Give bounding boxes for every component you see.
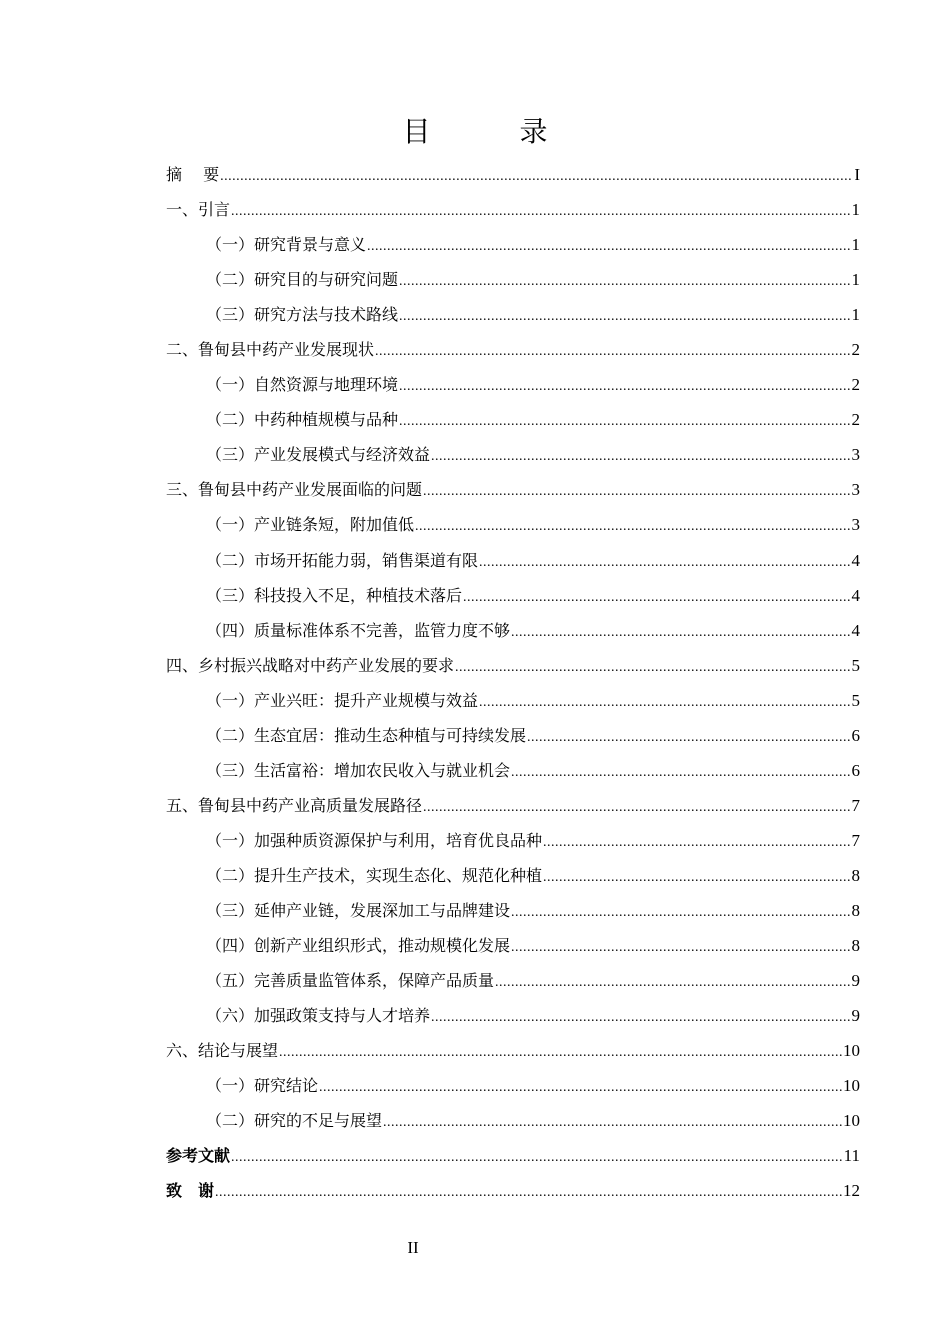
toc-dot-leader	[367, 229, 850, 264]
toc-entry-label: （三）延伸产业链，发展深加工与品牌建设	[206, 900, 511, 920]
toc-entry[interactable]	[166, 1033, 860, 1068]
toc-entry-page-number: 1	[851, 270, 860, 290]
toc-dot-leader	[319, 1070, 842, 1105]
toc-dot-leader	[279, 1035, 842, 1070]
toc-dot-leader	[231, 1140, 843, 1175]
toc-dot-leader	[375, 334, 850, 369]
toc-entry-page-number: 3	[851, 515, 860, 535]
toc-entry-page-number: 5	[851, 690, 860, 710]
toc-entry[interactable]	[166, 998, 860, 1033]
toc-entry-page-number: 2	[851, 340, 860, 360]
toc-entry[interactable]	[166, 858, 860, 893]
toc-dot-leader	[423, 474, 850, 509]
toc-entry[interactable]	[166, 1103, 860, 1138]
toc-entry-page-number: 11	[843, 1146, 860, 1166]
toc-entry-label: 三、鲁甸县中药产业发展面临的问题	[166, 480, 423, 500]
toc-entry-page-number: 7	[851, 795, 860, 815]
toc-entry-label: （四）质量标准体系不完善，监管力度不够	[206, 620, 511, 640]
toc-dot-leader	[511, 930, 850, 965]
toc-entry-label: （三）产业发展模式与经济效益	[206, 445, 431, 465]
toc-entry-page-number: 9	[851, 1006, 860, 1026]
toc-entry-label: （二）中药种植规模与品种	[206, 410, 399, 430]
toc-entry-page-number: 6	[851, 760, 860, 780]
toc-entry-page-number: 4	[851, 585, 860, 605]
toc-entry[interactable]	[166, 753, 860, 788]
toc-entry-page-number: 12	[843, 1181, 860, 1201]
toc-entry-page-number: 3	[851, 445, 860, 465]
toc-dot-leader	[543, 825, 850, 860]
toc-entry[interactable]	[166, 928, 860, 963]
toc-entry[interactable]	[166, 718, 860, 753]
toc-entry[interactable]	[166, 507, 860, 542]
toc-entry[interactable]	[166, 227, 860, 262]
toc-entry-label: 一、引言	[166, 200, 231, 220]
toc-entry[interactable]	[166, 578, 860, 613]
toc-entry[interactable]	[166, 648, 860, 683]
toc-entry[interactable]	[166, 613, 860, 648]
toc-entry[interactable]	[166, 472, 860, 507]
table-of-contents	[166, 157, 860, 1208]
toc-entry-label: 致 谢	[166, 1181, 215, 1201]
toc-dot-leader	[479, 685, 850, 720]
toc-dot-leader	[399, 299, 850, 334]
toc-dot-leader	[415, 509, 850, 544]
toc-entry-label: （一）研究结论	[206, 1076, 319, 1096]
toc-entry-page-number: 8	[851, 865, 860, 885]
toc-entry-page-number: I	[854, 165, 860, 184]
toc-dot-leader	[423, 790, 850, 825]
toc-dot-leader	[215, 1175, 842, 1210]
toc-entry-page-number: 10	[843, 1076, 860, 1096]
toc-entry-page-number: 4	[851, 620, 860, 640]
toc-entry-label: （一）加强种质资源保护与利用，培育优良品种	[206, 830, 543, 850]
toc-entry[interactable]	[166, 683, 860, 718]
toc-entry-page-number: 9	[851, 971, 860, 991]
page-title: 目 录	[402, 115, 588, 148]
toc-entry[interactable]	[166, 893, 860, 928]
toc-entry[interactable]	[166, 332, 860, 367]
toc-entry-page-number: 2	[851, 375, 860, 395]
toc-dot-leader	[399, 404, 850, 439]
toc-entry-label: （一）自然资源与地理环境	[206, 375, 399, 395]
toc-entry-page-number: 1	[851, 235, 860, 255]
toc-entry-label: （二）市场开拓能力弱，销售渠道有限	[206, 550, 479, 570]
toc-entry[interactable]	[166, 1138, 860, 1173]
toc-dot-leader	[463, 580, 850, 615]
toc-entry[interactable]	[166, 157, 860, 192]
toc-dot-leader	[511, 755, 850, 790]
toc-dot-leader	[495, 965, 850, 1000]
toc-entry-label: 五、鲁甸县中药产业高质量发展路径	[166, 795, 423, 815]
toc-entry-page-number: 1	[851, 200, 860, 220]
toc-dot-leader	[220, 159, 853, 194]
toc-entry[interactable]	[166, 1173, 860, 1208]
toc-dot-leader	[543, 860, 850, 895]
toc-entry[interactable]	[166, 788, 860, 823]
toc-entry[interactable]	[166, 963, 860, 998]
toc-entry[interactable]	[166, 192, 860, 227]
toc-entry-label: 六、结论与展望	[166, 1041, 279, 1061]
toc-entry[interactable]	[166, 543, 860, 578]
toc-entry-label: （一）产业链条短，附加值低	[206, 515, 415, 535]
toc-dot-leader	[431, 439, 850, 474]
toc-entry-label: （一）研究背景与意义	[206, 235, 367, 255]
toc-entry-label: （二）研究目的与研究问题	[206, 270, 399, 290]
toc-entry[interactable]	[166, 823, 860, 858]
toc-dot-leader	[479, 545, 850, 580]
toc-entry-label: （六）加强政策支持与人才培养	[206, 1006, 431, 1026]
toc-entry-page-number: 5	[851, 655, 860, 675]
page-number-footer: II	[407, 1238, 419, 1257]
toc-entry[interactable]	[166, 262, 860, 297]
toc-entry-page-number: 1	[851, 305, 860, 325]
toc-dot-leader	[455, 650, 850, 685]
toc-entry-page-number: 6	[851, 725, 860, 745]
toc-entry[interactable]	[166, 297, 860, 332]
toc-entry-label: （二）研究的不足与展望	[206, 1111, 383, 1131]
toc-dot-leader	[383, 1105, 842, 1140]
toc-entry[interactable]	[166, 1068, 860, 1103]
toc-entry-label: 二、鲁甸县中药产业发展现状	[166, 340, 375, 360]
toc-entry-label: 四、乡村振兴战略对中药产业发展的要求	[166, 655, 455, 675]
toc-entry-page-number: 10	[843, 1041, 860, 1061]
toc-dot-leader	[511, 895, 850, 930]
toc-entry-page-number: 4	[851, 550, 860, 570]
toc-entry-label: （三）科技投入不足，种植技术落后	[206, 585, 463, 605]
toc-dot-leader	[511, 615, 850, 650]
toc-entry-label: （二）提升生产技术，实现生态化、规范化种植	[206, 865, 543, 885]
toc-entry-page-number: 10	[843, 1111, 860, 1131]
toc-dot-leader	[527, 720, 850, 755]
toc-entry-label: （二）生态宜居：推动生态种植与可持续发展	[206, 725, 527, 745]
toc-dot-leader	[399, 264, 850, 299]
toc-entry[interactable]	[166, 437, 860, 472]
toc-entry-page-number: 7	[851, 830, 860, 850]
toc-entry[interactable]	[166, 402, 860, 437]
toc-entry-label: 摘 要	[166, 165, 220, 184]
toc-dot-leader	[231, 194, 850, 229]
toc-entry-page-number: 8	[851, 936, 860, 956]
toc-entry-label: （三）生活富裕：增加农民收入与就业机会	[206, 760, 511, 780]
toc-entry-label: （四）创新产业组织形式，推动规模化发展	[206, 936, 511, 956]
toc-entry-page-number: 8	[851, 900, 860, 920]
toc-entry-label: （一）产业兴旺：提升产业规模与效益	[206, 690, 479, 710]
toc-entry-page-number: 3	[851, 480, 860, 500]
toc-entry[interactable]	[166, 367, 860, 402]
toc-dot-leader	[399, 369, 850, 404]
toc-entry-label: （五）完善质量监管体系，保障产品质量	[206, 971, 495, 991]
toc-entry-page-number: 2	[851, 410, 860, 430]
toc-entry-label: 参考文献	[166, 1146, 231, 1166]
toc-dot-leader	[431, 1000, 850, 1035]
toc-entry-label: （三）研究方法与技术路线	[206, 305, 399, 325]
